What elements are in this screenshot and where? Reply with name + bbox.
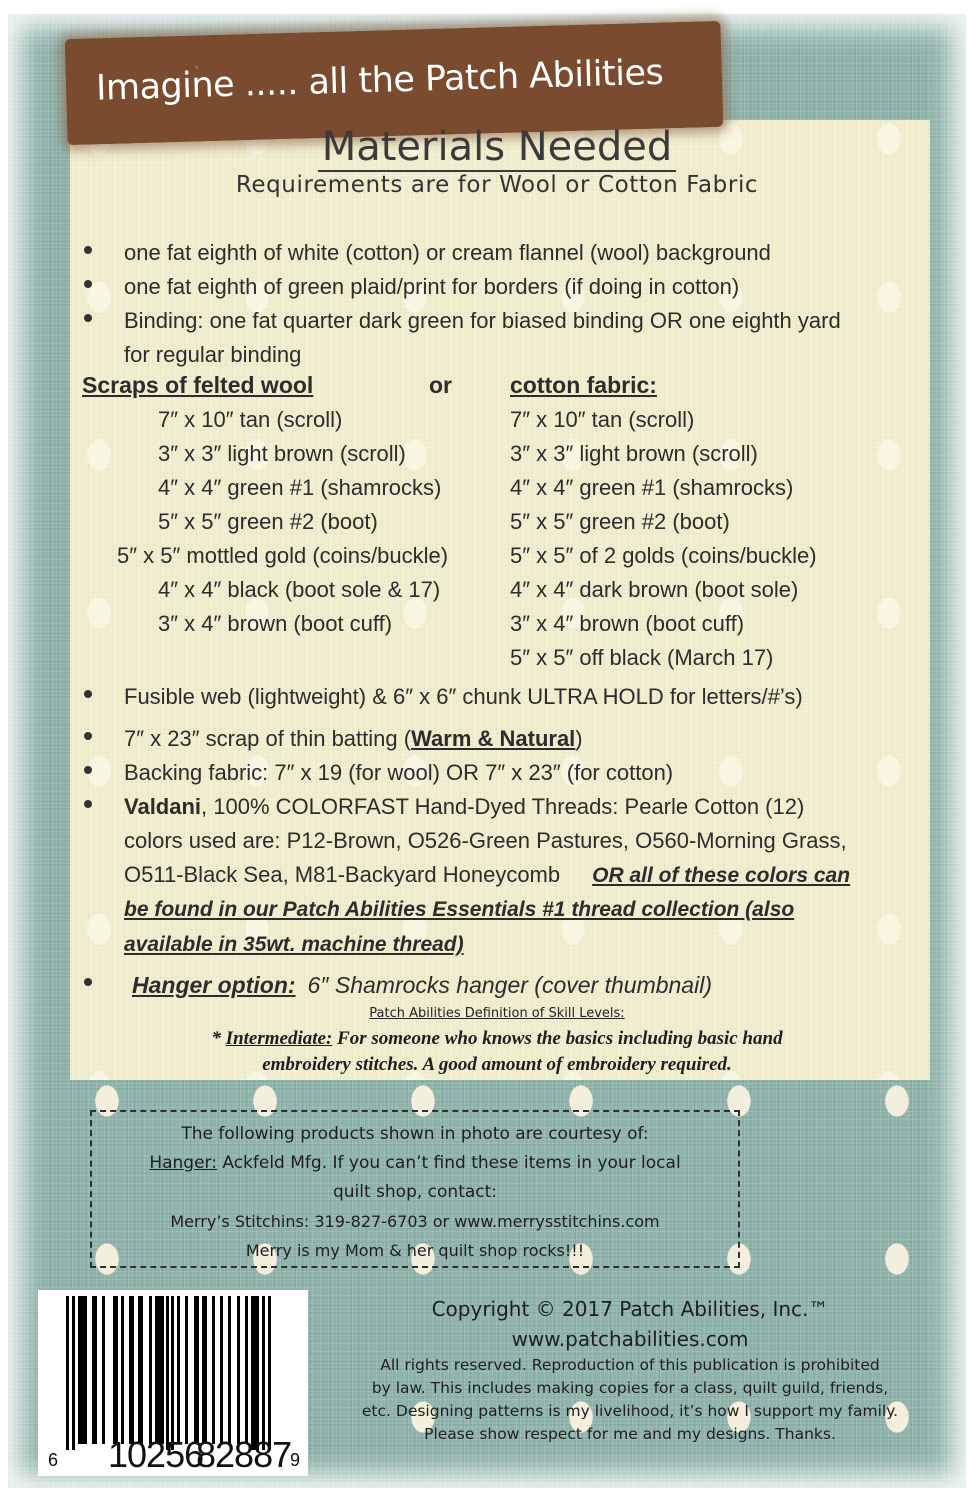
page-title-text: Materials Needed: [318, 124, 677, 172]
bullet-dot-icon: [84, 800, 92, 808]
barcode-group-1: 10256: [108, 1434, 204, 1475]
cotton-item: 4″ x 4″ green #1 (shamrocks): [510, 475, 794, 500]
wool-item: 4″ x 4″ green #1 (shamrocks): [158, 475, 442, 500]
bullet-dot-icon: [84, 314, 92, 322]
barcode-bars: [60, 1296, 288, 1450]
barcode-digit-right: 9: [290, 1450, 301, 1470]
cotton-item: 5″ x 5″ green #2 (boot): [510, 509, 730, 534]
brand-tagline: Imagine ..... all the Patch Abilities: [95, 52, 664, 109]
wool-item: 3″ x 3″ light brown (scroll): [158, 441, 406, 466]
credits-hanger-label: Hanger:: [149, 1153, 217, 1173]
hanger-label: Hanger option:: [132, 972, 296, 998]
wool-item: 5″ x 5″ green #2 (boot): [158, 509, 378, 534]
bullet-dot-icon: [84, 978, 92, 986]
wool-item: 7″ x 10″ tan (scroll): [158, 407, 343, 432]
shop-contact: Merry’s Stitchins: 319-827-6703 or www.merrysstitchins.com: [170, 1212, 660, 1231]
bullet-dot-icon: [84, 766, 92, 774]
barcode-group-2: 82887: [196, 1434, 292, 1475]
wool-item: 5″ x 5″ mottled gold (coins/buckle): [117, 543, 449, 568]
batting-brand: Warm & Natural: [411, 726, 576, 751]
barcode-digit-left: 6: [48, 1450, 59, 1470]
wool-heading: Scraps of felted wool: [82, 372, 314, 398]
wool-item: 3″ x 4″ brown (boot cuff): [158, 611, 393, 636]
cotton-item: 5″ x 5″ off black (March 17): [510, 645, 774, 670]
skill-level-name: Intermediate:: [225, 1028, 333, 1049]
page-subtitle: Requirements are for Wool or Cotton Fabric: [235, 172, 759, 198]
bullet-dot-icon: [84, 732, 92, 740]
copyright-block: Copyright © 2017 Patch Abilities, Inc.™ www.patchabilities.com All rights reserved. Reproduction of this publication is prohibited by law. This includes making copies for a class, quilt guild, friends, etc. Designing patterns is my livelihood, it’s how I support my family. Please show respect for me and my designs. Thanks.: [330, 1294, 930, 1446]
cotton-item: 5″ x 5″ of 2 golds (coins/buckle): [510, 543, 817, 568]
wool-item: 4″ x 4″ black (boot sole & 17): [158, 577, 441, 602]
credits-box: The following products shown in photo are courtesy of: Hanger: Ackfeld Mfg. If you can’t find these items in your local quilt shop, contact: Merry’s Stitchins: 319-827-6703 or www.merrysstitchins.com Merry is my Mom & her quilt shop rocks!!!: [90, 1110, 740, 1268]
page-title: [0, 124, 974, 170]
cotton-heading: cotton fabric:: [510, 372, 657, 398]
cotton-item: 7″ x 10″ tan (scroll): [510, 407, 695, 432]
cotton-item: 3″ x 4″ brown (boot cuff): [510, 611, 745, 636]
bullet-dot-icon: [84, 280, 92, 288]
bullet-dot-icon: [84, 246, 92, 254]
or-label: or: [429, 372, 452, 398]
website-link[interactable]: www.patchabilities.com: [511, 1327, 749, 1351]
bullet-dot-icon: [84, 690, 92, 698]
upc-barcode: [38, 1290, 308, 1476]
thread-brand: Valdani: [124, 794, 202, 819]
cotton-item: 3″ x 3″ light brown (scroll): [510, 441, 758, 466]
skill-level-description: * Intermediate: For someone who knows the basics including basic hand embroidery stitches. A good amount of embroidery required.: [211, 1028, 783, 1075]
copyright-notice: Copyright © 2017 Patch Abilities, Inc.™: [431, 1297, 829, 1321]
cotton-item: 4″ x 4″ dark brown (boot sole): [510, 577, 799, 602]
skill-levels-heading: Patch Abilities Definition of Skill Levels:: [369, 1006, 625, 1021]
